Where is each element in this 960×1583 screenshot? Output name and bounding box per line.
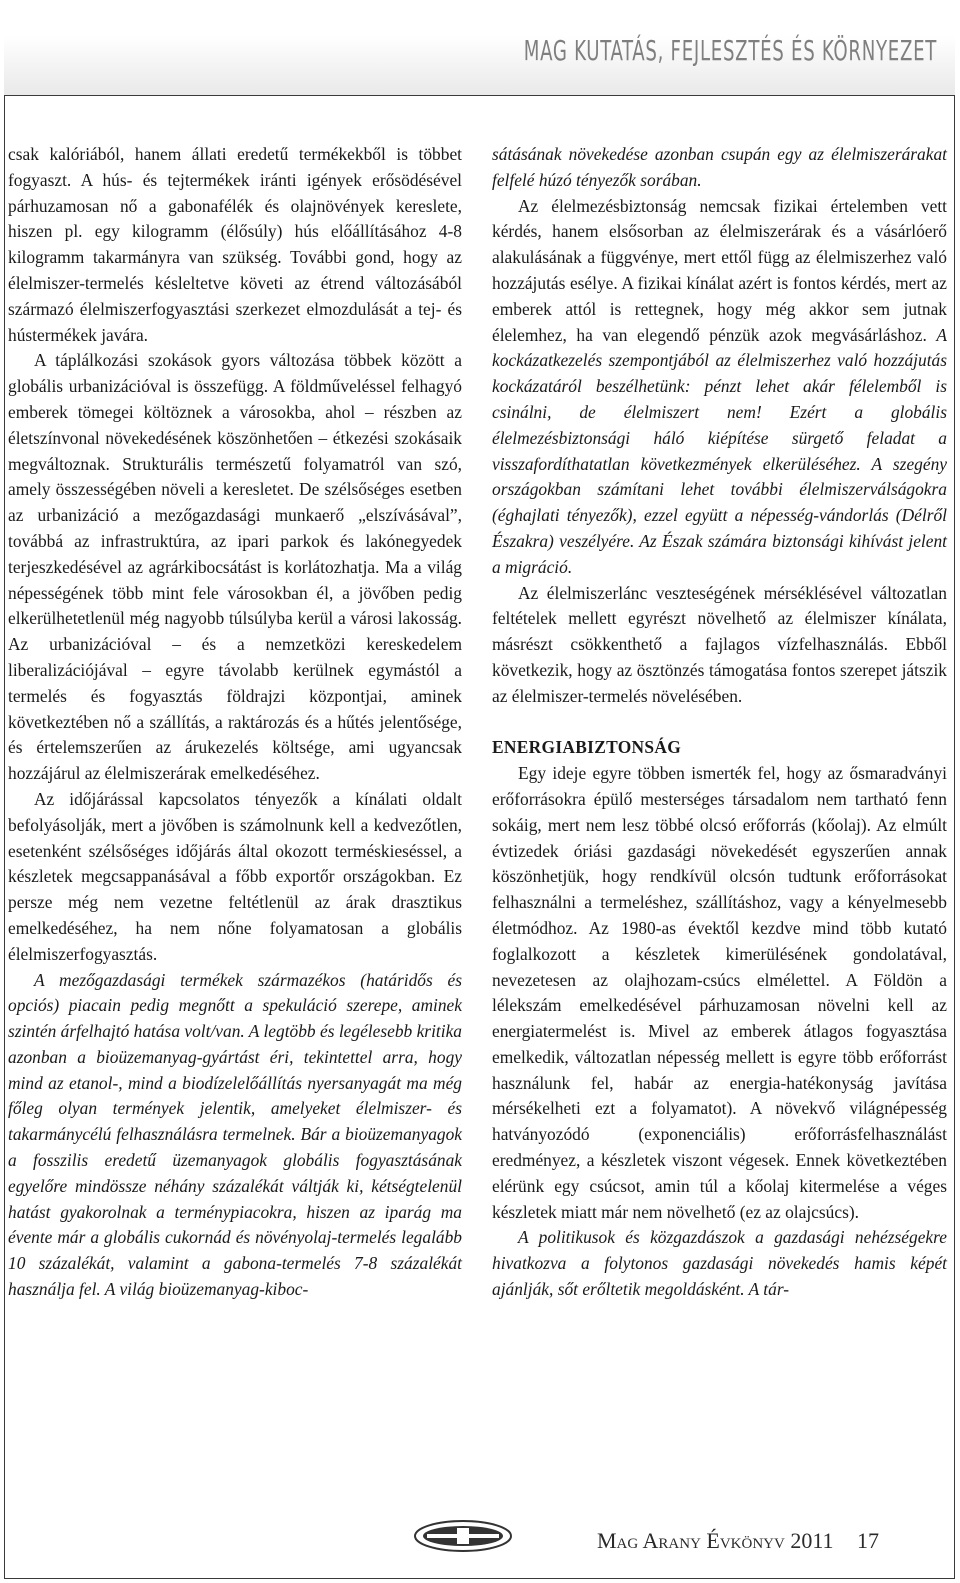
right-column	[492, 142, 947, 1303]
paragraph: Az élelmiszerlánc veszteségének mérséklésével változatlan feltételek mellett egyrészt növelhető az élelmiszer kínálata, másrészt csökkenthető a fajlagos vízfelhasználás. Ebből következik, hogy az ösztönzés támogatása fontos szerepet játszik az élelmiszer-termelés növelésében.	[492, 582, 947, 706]
header-title: MAG KUTATÁS, FEJLESZTÉS ÉS KÖRNYEZET	[523, 34, 937, 67]
paragraph	[492, 194, 947, 581]
paragraph-italic: sátásának növekedése azonban csupán egy az élelmiszerárakat felfelé húzó tényezők sorában.	[492, 144, 947, 190]
paragraph: csak kalóriából, hanem állati eredetű termékekből is többet fogyaszt. A hús- és tejtermékek iránti igények erősödésével párhuzamosan nő a gabonafélék és olajnövények kereslete, hiszen pl. egy kilogramm (élősúly) hús előállításához 4-8 kilogramm takarmányra van szükség. További gond, hogy az élelmiszer-termelés késleltetve követi az étrend változásából származó élelmiszerfogyasztási szerkezet elmozdulását a tej- és hústermékek javára.	[8, 144, 462, 345]
paragraph-italic: A politikusok és közgazdászok a gazdasági nehézségekre hivatkozva a folytonos gazdasági növekedés hamis képét ajánlják, sőt erőltetik megoldásként. A tár-	[492, 1227, 947, 1300]
publisher-logo	[413, 1519, 513, 1553]
paragraph: A táplálkozási szokások gyors változása többek között a globális urbanizációval is összefügg. A földműveléssel felhagyó emberek tömegei költöznek a városokba, ahol – részben az életszínvonal növekedésének köszönhetően – étkezési szokásaik megváltoznak. Strukturális természetű folyamatról van szó, amely összességében növeli a keresletet. De szélsőséges esetben az urbanizáció a mezőgazdasági munkaerő „elszívásával”, továbbá az infrastruktúra, az ipari parkok és lakónegyedek terjeszkedésével az agrárkibocsátást is korlátozhatja. Ma a világ népességének több mint fele városokban él, a jövőben pedig elkerülhetetlenül még nagyobb túlsúlyba kerül a városi lakosság. Az urbanizációval – és a nemzetközi kereskedelem liberalizációjával – egyre távolabb kerülnek egymástól a termelés és fogyasztás földrajzi központjai, aminek következtében nő a szállítás, a raktározás és a hűtés jelentősége, és értelemszerűen az árukezelés költsége, ami ugyancsak hozzájárul az élelmiszerárak emelkedéséhez.	[8, 350, 462, 784]
paragraph: Az időjárással kapcsolatos tényezők a kínálati oldalt befolyásolják, mert a jövőben is számolnunk kell a kedvezőtlen, esetenként szélsőséges időjárás által okozott terméskieséssel, a készletek megcsappanásával a főbb exportőr országokban. Ez persze még nem vezetne feltétlenül az árak drasztikus emelkedéséhez, ha nem nőne folyamatosan a globális élelmiszerfogyasztás.	[8, 788, 462, 964]
paragraph: Egy ideje egyre többen ismerték fel, hogy az ősmaradványi erőforrásokra épülő mesterséges társadalom nem tartható fenn sokáig, mert nem lesz többé olcsó erőforrás (kőolaj). Az elmúlt évtizedek óriási gazdasági növekedését egyszerűen annak köszönhetjük, hogy rendkívül olcsón tudtunk erőforrásokat felhasználni a termeléshez, szállításhoz, vagy a kényelmesebb életmódhoz. Az 1980-as évektől kezdve mind több kutató foglalkozott a készletek kimerülésének gondolatával, nevezetesen az olajhozam-csúcs elmélettel. A Földön a lélekszám emelkedésével párhuzamosan növelni kell az energiatermelést is. Mivel az emberek átlagos fogyasztása emelkedik, változatlan népesség mellett is egyre több erőforrást használunk fel, habár az energia-hatékonyság javítása mérsékelheti ezt a folyamatot). A növekvő világnépesség hatványozódó (exponenciális) erőforrásfelhasználást eredményez, a készletek viszont végesek. Ennek következtében elérünk egy csúcsot, amin túl a kőolaj kitermelése a véges készletek miatt már nem növelhető (ez az olajcsúcs).	[492, 763, 947, 1222]
left-column	[8, 142, 462, 1303]
paragraph-text: Az élelmezésbiztonság nemcsak fizikai értelemben vett kérdés, hanem elsősorban az élelmiszerárak és a vásárlóerő alakulásának a függvénye, mert ettől függ az élelmiszerhez való hozzájutás esélye. A fizikai kínálat azért is fontos kérdés, mert az emberek attól is rettegnek, hogy még akkor sem jutnak élelemhez, ha van elegendő pénzük azok megvásárláshoz.	[492, 195, 947, 345]
paragraph-italic-text: A kockázatkezelés szempontjából az élelmiszerhez való hozzájutás kockázatáról beszélhetünk: pénzt lehet akár félelemből is csinálni, de élelmiszert nem! Ezért a globális élelmezésbiztonsági háló kiépítése sürgető feladat a visszafordíthatatlan következmények elkerüléséhez. A szegény országokban számítani lehet további élelmiszerválságokra (éghajlati tényezők), ezzel együtt a népesség-vándorlás (Délről Északra) veszélyére. Az Észak számára biztonsági kihívást jelent a migráció.	[492, 324, 947, 577]
paragraph-italic: A mezőgazdasági termékek származékos (határidős és opciós) piacain pedig megnőtt a spekuláció szerepe, aminek szintén árfelhajtó hatása volt/van. A legtöbb és legélesebb kritika azonban a bioüzemanyag-gyártást éri, tekintettel arra, hogy mind az etanol-, mind a biodízelelőállítás nyersanyagát ma még főleg olyan termények jelentik, amelyeket élelmiszer- és takarmánycélú felhasználásra termelnek. Bár a bioüzemanyagok a fosszilis eredetű üzemanyagok globális fogyasztásának egyelőre mindössze néhány százalékát váltják ki, kétségtelenül hatást gyakorolnak a terménypiacokra, hiszen az iparág ma évente már a globális cukornád és növényolaj-termelés legalább 10 százalékát, valamint a gabona-termelés 7-8 százalékát használja fel. A világ bioüzemanyag-kiboc-	[8, 969, 462, 1300]
footer-publication: Mag Arany Évkönyv 2011	[597, 1528, 834, 1553]
page-header	[4, 4, 955, 96]
page-number: 17	[857, 1528, 879, 1553]
section-heading: ENERGIABIZTONSÁG	[492, 737, 682, 758]
